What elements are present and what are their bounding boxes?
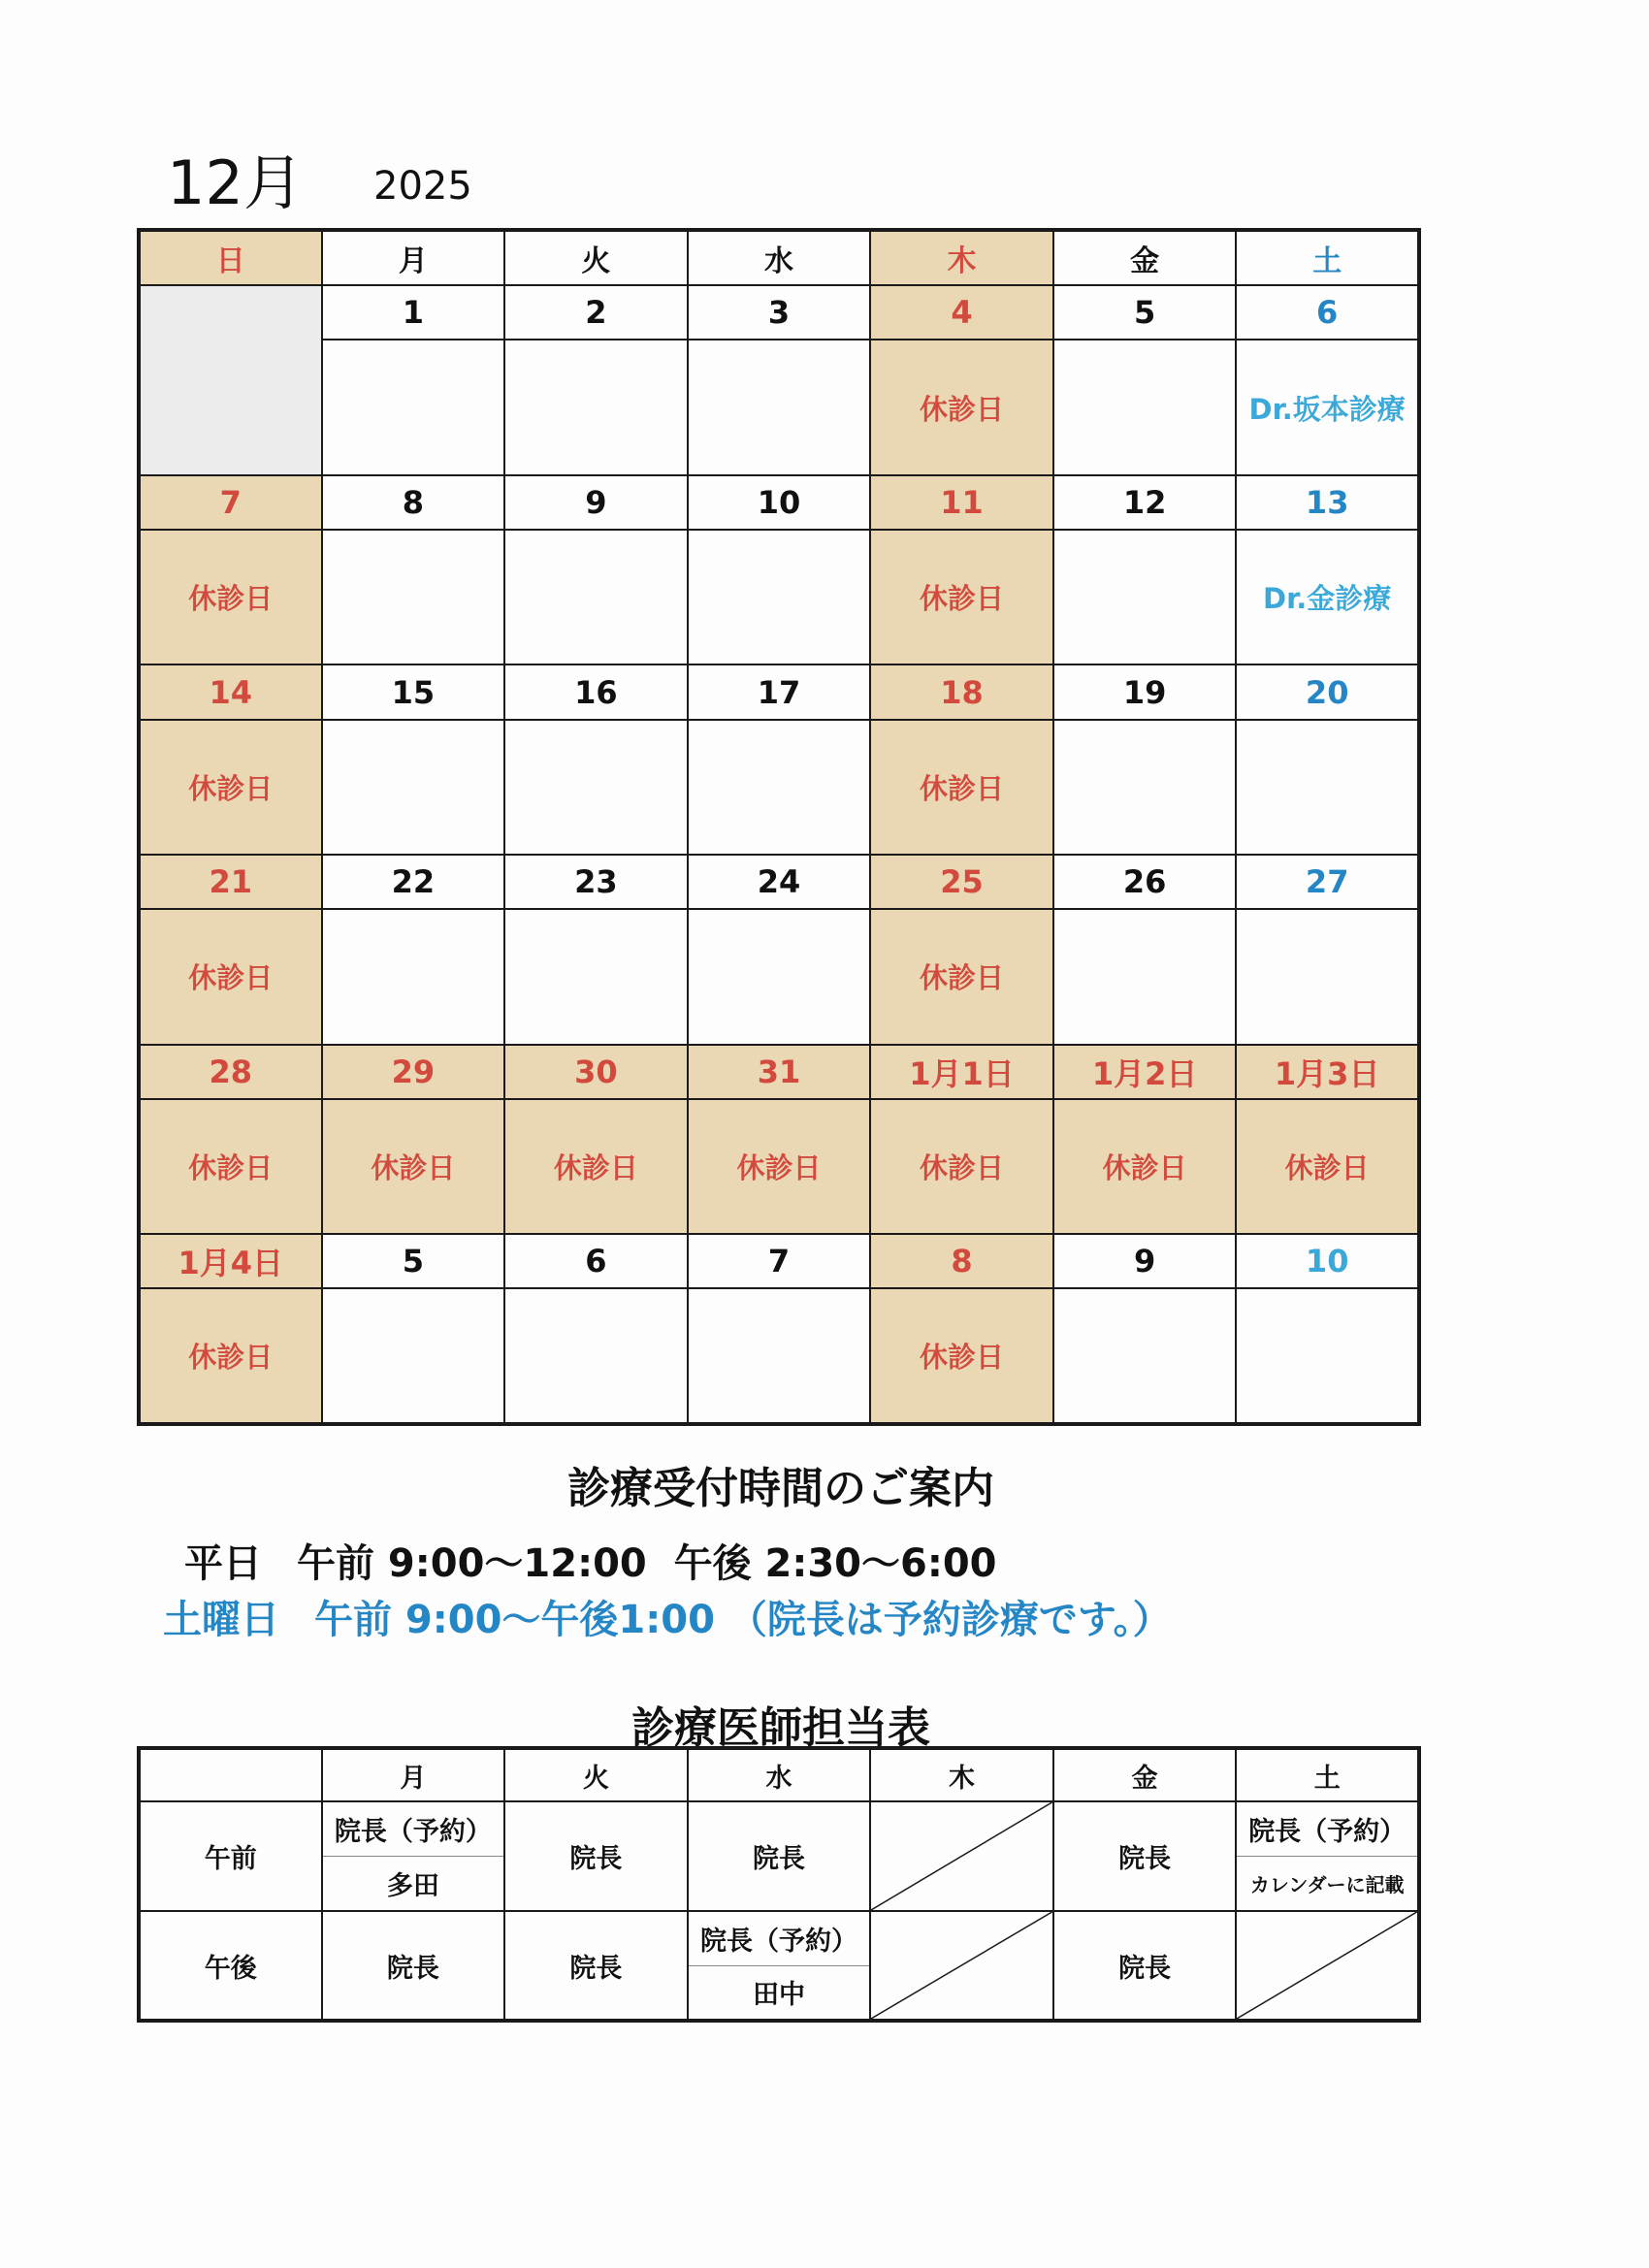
day-number: 31 [688, 1045, 871, 1099]
day-number: 9 [504, 475, 688, 530]
weekday-fri: 金 [1053, 230, 1237, 285]
day-number: 7 [139, 475, 322, 530]
day-number: 6 [1236, 285, 1419, 340]
saturday-hours [163, 1589, 1172, 1644]
week-6-dates [139, 1234, 1419, 1288]
closed-day-label: 休診日 [139, 530, 322, 664]
day-note [504, 530, 688, 664]
day-header: 火 [504, 1748, 688, 1801]
closed-day-label: 休診日 [1053, 1099, 1237, 1234]
day-number: 1月4日 [139, 1234, 322, 1288]
day-number: 10 [688, 475, 871, 530]
wed-pm-doctor-2: 田中 [752, 1980, 805, 2011]
day-note [322, 720, 505, 855]
week-4-notes [139, 909, 1419, 1044]
day-note [688, 1288, 871, 1424]
month-calendar [137, 228, 1421, 1426]
day-number: 1月2日 [1053, 1045, 1237, 1099]
morning-row [139, 1801, 1419, 1911]
closed-day-label: 休診日 [1236, 1099, 1419, 1234]
week-3-dates [139, 664, 1419, 719]
day-header: 土 [1236, 1748, 1419, 1801]
empty-day [139, 285, 322, 475]
week-3-notes [139, 720, 1419, 855]
day-number: 8 [870, 1234, 1053, 1288]
sat-pm-none [1236, 1911, 1419, 2021]
doctor-note: Dr.坂本診療 [1236, 340, 1419, 474]
afternoon-label: 午後 [139, 1911, 322, 2021]
thu-pm-none [870, 1911, 1053, 2021]
weekday-hours [184, 1533, 997, 1588]
day-note [1053, 909, 1237, 1044]
day-number: 14 [139, 664, 322, 719]
day-note [1236, 1288, 1419, 1424]
fri-pm-doctor: 院長 [1053, 1911, 1237, 2021]
day-note [504, 1288, 688, 1424]
day-number: 10 [1236, 1234, 1419, 1288]
day-number: 18 [870, 664, 1053, 719]
day-number: 17 [688, 664, 871, 719]
day-number: 7 [688, 1234, 871, 1288]
day-note [688, 340, 871, 474]
day-number: 1月3日 [1236, 1045, 1419, 1099]
diagonal-slash [1237, 1912, 1417, 2019]
week-5-notes [139, 1099, 1419, 1234]
wed-pm-cell [688, 1911, 871, 2021]
corner-cell [139, 1748, 322, 1801]
day-header: 木 [870, 1748, 1053, 1801]
day-number: 28 [139, 1045, 322, 1099]
day-number: 21 [139, 855, 322, 909]
week-6-notes [139, 1288, 1419, 1424]
day-header: 金 [1053, 1748, 1237, 1801]
closed-day-label: 休診日 [504, 1099, 688, 1234]
day-note [1053, 530, 1237, 664]
weekday-sat: 土 [1236, 230, 1419, 285]
day-note [688, 530, 871, 664]
day-number: 30 [504, 1045, 688, 1099]
day-note [1236, 909, 1419, 1044]
wed-am-doctor: 院長 [688, 1801, 871, 1911]
closed-day-label: 休診日 [139, 720, 322, 855]
day-header: 水 [688, 1748, 871, 1801]
day-number: 19 [1053, 664, 1237, 719]
day-number: 25 [870, 855, 1053, 909]
day-number: 5 [1053, 285, 1237, 340]
afternoon-row [139, 1911, 1419, 2021]
tue-pm-doctor: 院長 [504, 1911, 688, 2021]
closed-day-label: 休診日 [688, 1099, 871, 1234]
doctor-schedule-title: 診療医師担当表 [631, 1703, 930, 1753]
day-number: 15 [322, 664, 505, 719]
closed-day-label: 休診日 [139, 1099, 322, 1234]
closed-day-label: 休診日 [322, 1099, 505, 1234]
day-note [1053, 340, 1237, 474]
mon-am-doctor-2: 多田 [386, 1871, 439, 1901]
closed-day-label: 休診日 [870, 340, 1053, 474]
saturday-label: 土曜日 [163, 1598, 279, 1642]
closed-day-label: 休診日 [870, 909, 1053, 1044]
day-number: 1月1日 [870, 1045, 1053, 1099]
day-note [322, 1288, 505, 1424]
closed-day-label: 休診日 [870, 1288, 1053, 1424]
week-2-notes [139, 530, 1419, 664]
day-note [504, 909, 688, 1044]
week-5-dates [139, 1045, 1419, 1099]
day-note [322, 530, 505, 664]
weekday-thu: 木 [870, 230, 1053, 285]
day-number: 20 [1236, 664, 1419, 719]
weekday-header-row [139, 230, 1419, 285]
day-number: 8 [322, 475, 505, 530]
week-1-dates [139, 285, 1419, 340]
weekday-mon: 月 [322, 230, 505, 285]
weekday-hours-text: 午前 9:00〜12:00 午後 2:30〜6:00 [297, 1541, 997, 1586]
day-number: 2 [504, 285, 688, 340]
week-1-notes [139, 340, 1419, 474]
sat-am-doctor-1: 院長（予約） [1237, 1802, 1417, 1857]
day-number: 1 [322, 285, 505, 340]
closed-day-label: 休診日 [139, 1288, 322, 1424]
week-4-dates [139, 855, 1419, 909]
diagonal-slash [871, 1802, 1052, 1910]
day-number: 5 [322, 1234, 505, 1288]
week-2-dates [139, 475, 1419, 530]
doctor-header-row [139, 1748, 1419, 1801]
morning-label: 午前 [139, 1801, 322, 1911]
mon-am-cell [322, 1801, 505, 1911]
day-note [1053, 1288, 1237, 1424]
day-number: 29 [322, 1045, 505, 1099]
fri-am-doctor: 院長 [1053, 1801, 1237, 1911]
saturday-hours-text: 午前 9:00〜午後1:00 （院長は予約診療です。） [314, 1598, 1172, 1642]
diagonal-slash [871, 1912, 1052, 2019]
day-note [688, 909, 871, 1044]
sat-am-doctor-2: カレンダーに記載 [1249, 1873, 1405, 1896]
closed-day-label: 休診日 [870, 720, 1053, 855]
day-note [504, 720, 688, 855]
day-number: 23 [504, 855, 688, 909]
day-note [1236, 720, 1419, 855]
day-note [322, 909, 505, 1044]
hours-title: 診療受付時間のご案内 [567, 1464, 994, 1513]
day-note [322, 340, 505, 474]
day-note [504, 340, 688, 474]
day-number: 3 [688, 285, 871, 340]
day-note [688, 720, 871, 855]
closed-day-label: 休診日 [870, 1099, 1053, 1234]
wed-pm-doctor-1: 院長（予約） [689, 1912, 870, 1966]
month-title: 12月 [167, 147, 304, 218]
mon-pm-doctor: 院長 [322, 1911, 505, 2021]
day-number: 4 [870, 285, 1053, 340]
day-number: 6 [504, 1234, 688, 1288]
day-number: 13 [1236, 475, 1419, 530]
day-number: 22 [322, 855, 505, 909]
day-number: 9 [1053, 1234, 1237, 1288]
day-number: 27 [1236, 855, 1419, 909]
closed-day-label: 休診日 [139, 909, 322, 1044]
day-number: 11 [870, 475, 1053, 530]
weekday-wed: 水 [688, 230, 871, 285]
thu-am-none [870, 1801, 1053, 1911]
day-number: 24 [688, 855, 871, 909]
closed-day-label: 休診日 [870, 530, 1053, 664]
day-number: 16 [504, 664, 688, 719]
doctor-schedule-table [137, 1746, 1421, 2023]
weekday-sun: 日 [139, 230, 322, 285]
day-header: 月 [322, 1748, 505, 1801]
weekday-tue: 火 [504, 230, 688, 285]
weekday-label: 平日 [184, 1541, 262, 1586]
tue-am-doctor: 院長 [504, 1801, 688, 1911]
sat-am-cell [1236, 1801, 1419, 1911]
mon-am-doctor-1: 院長（予約） [323, 1802, 504, 1857]
day-number: 26 [1053, 855, 1237, 909]
doctor-note: Dr.金診療 [1236, 530, 1419, 664]
day-number: 12 [1053, 475, 1237, 530]
year-label: 2025 [373, 164, 472, 209]
day-note [1053, 720, 1237, 855]
